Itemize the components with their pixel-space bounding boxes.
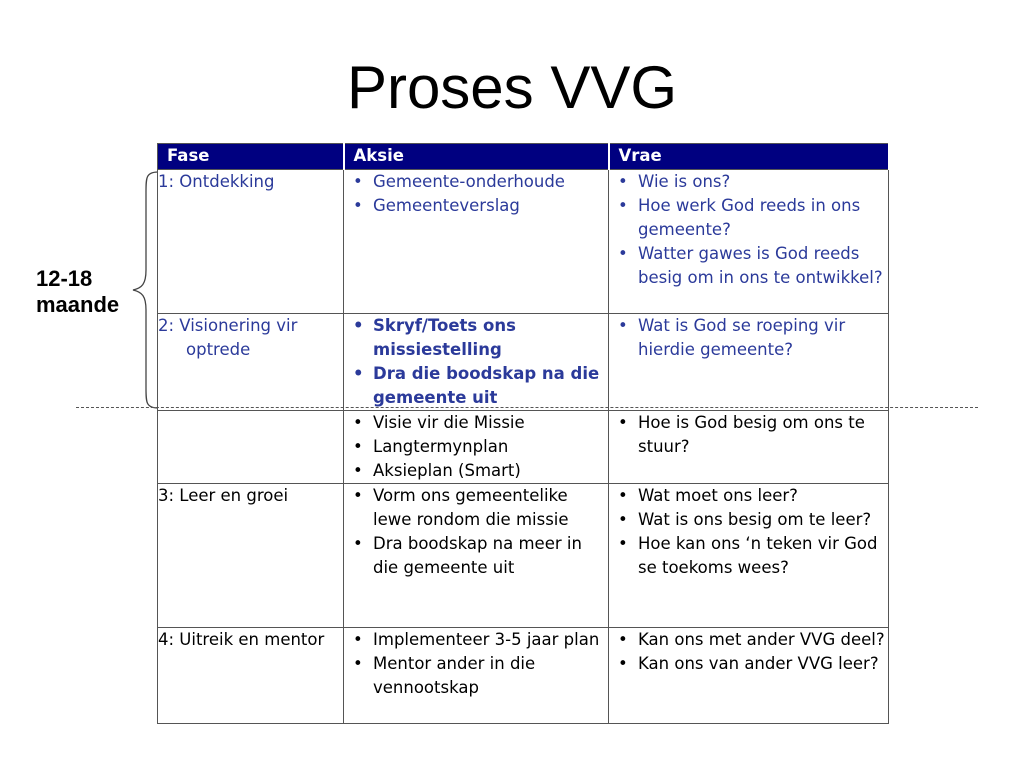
list-item: • Gemeenteverslag	[344, 194, 608, 218]
vrae-cell	[609, 628, 889, 724]
list-item: • Kan ons van ander VVG leer?	[609, 652, 888, 676]
fase-cell	[158, 484, 344, 628]
list-item: • Langtermynplan	[344, 435, 608, 459]
aksie-cell	[344, 411, 609, 484]
table-row	[158, 411, 889, 484]
table-row	[158, 314, 889, 411]
list-item: • Wat is God se roeping vir hierdie gemeente?	[609, 314, 888, 362]
fase-label: 3: Leer en groei	[158, 486, 289, 505]
list-item: • Vorm ons gemeentelike lewe rondom die missie	[344, 484, 608, 532]
fase-label: 2: Visionering vir optrede	[158, 316, 298, 359]
fase-cell	[158, 628, 344, 724]
table-header-row	[158, 144, 889, 170]
list-item: • Visie vir die Missie	[344, 411, 608, 435]
header-vrae: Vrae	[609, 144, 889, 170]
table-row	[158, 484, 889, 628]
fase-label: 4: Uitreik en mentor	[158, 630, 325, 649]
aksie-cell	[344, 314, 609, 411]
list-item: • Aksieplan (Smart)	[344, 459, 608, 483]
list-item: • Wat moet ons leer?	[609, 484, 888, 508]
fase-cell	[158, 314, 344, 411]
aksie-cell	[344, 628, 609, 724]
vrae-cell	[609, 314, 889, 411]
brace-label-line-1: 12-18	[36, 266, 93, 291]
list-item: • Kan ons met ander VVG deel?	[609, 628, 888, 652]
vrae-cell	[609, 484, 889, 628]
list-item: • Wat is ons besig om te leer?	[609, 508, 888, 532]
list-item: • Mentor ander in die vennootskap	[344, 652, 608, 700]
brace-label	[36, 266, 119, 318]
list-item: • Hoe werk God reeds in ons gemeente?	[609, 194, 888, 242]
vrae-cell	[609, 170, 889, 314]
list-item: • Gemeente-onderhoude	[344, 170, 608, 194]
list-item: • Watter gawes is God reeds besig om in ons te ontwikkel?	[609, 242, 888, 290]
slide-title: Proses VVG	[346, 54, 678, 121]
list-item: • Dra die boodskap na die gemeente uit	[344, 362, 608, 410]
table-row	[158, 628, 889, 724]
vrae-cell	[609, 411, 889, 484]
list-item: • Wie is ons?	[609, 170, 888, 194]
aksie-cell	[344, 484, 609, 628]
process-table	[157, 143, 890, 724]
header-aksie: Aksie	[344, 144, 609, 170]
list-item: • Hoe kan ons ‘n teken vir God se toekoms wees?	[609, 532, 888, 580]
fase-cell	[158, 170, 344, 314]
list-item: • Implementeer 3-5 jaar plan	[344, 628, 608, 652]
header-fase: Fase	[158, 144, 344, 170]
aksie-cell	[344, 170, 609, 314]
curly-brace-icon	[130, 170, 160, 410]
list-item: • Dra boodskap na meer in die gemeente uit	[344, 532, 608, 580]
table-row	[158, 170, 889, 314]
fase-label: 1: Ontdekking	[158, 172, 275, 191]
list-item: • Hoe is God besig om ons te stuur?	[609, 411, 888, 459]
fase-cell	[158, 411, 344, 484]
brace-label-line-2: maande	[36, 292, 120, 317]
list-item: • Skryf/Toets ons missiestelling	[344, 314, 608, 362]
